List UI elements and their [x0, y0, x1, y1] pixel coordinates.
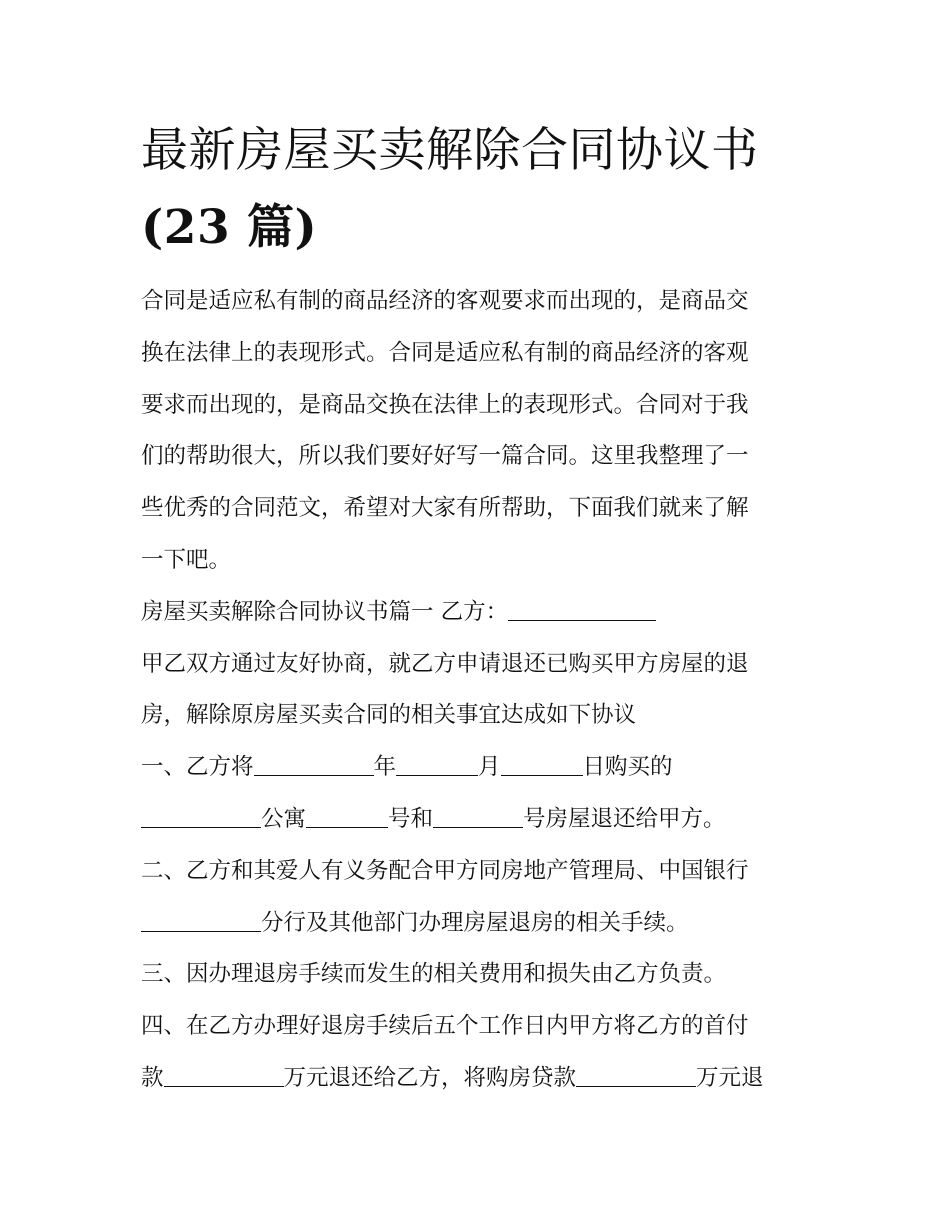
title-line-1: 最新房屋买卖解除合同协议书 [141, 123, 759, 178]
month-label: 月 [478, 754, 501, 781]
apartment-name-blank [141, 805, 261, 828]
day-purchase-label: 日购买的 [582, 754, 673, 781]
clause-1-prefix: 一、乙方将 [141, 754, 254, 781]
title-line-2: (23 篇) [141, 200, 318, 255]
clause-2-suffix: 分行及其他部门办理房屋退房的相关手续。 [261, 909, 689, 936]
party-b-blank [508, 598, 656, 621]
branch-blank [141, 909, 261, 932]
room-number-blank [433, 805, 523, 828]
loan-amount-blank [576, 1064, 696, 1087]
apartment-label: 公寓 [261, 805, 307, 832]
day-blank [501, 753, 583, 776]
clause-3: 三、因办理退房手续而发生的相关费用和损失由乙方负责。 [141, 961, 727, 988]
clause-4-line-1: 四、在乙方办理好退房手续后五个工作日内甲方将乙方的首付 [141, 1013, 749, 1040]
section-heading: 房屋买卖解除合同协议书篇一 [141, 598, 434, 625]
intro-line: 些优秀的合同范文，希望对大家有所帮助，下面我们就来了解 [141, 495, 749, 522]
clause-2-line-1: 二、乙方和其爱人有义务配合甲方同房地产管理局、中国银行 [141, 857, 749, 884]
intro-line: 们的帮助很大，所以我们要好好写一篇合同。这里我整理了一 [141, 443, 749, 470]
paragraph-line: 甲乙双方通过友好协商，就乙方申请退还已购买甲方房屋的退 [141, 650, 749, 677]
intro-line: 换在法律上的表现形式。合同是适应私有制的商品经济的客观 [141, 339, 749, 366]
year-blank [254, 753, 374, 776]
intro-line: 一下吧。 [141, 546, 232, 573]
document-title [141, 112, 821, 266]
year-label: 年 [373, 754, 397, 781]
number-and-label: 号和 [388, 805, 434, 832]
intro-line: 合同是适应私有制的商品经济的客观要求而出现的，是商品交 [141, 288, 749, 314]
clause-4-end: 万元退 [696, 1064, 764, 1091]
intro-line: 要求而出现的，是商品交换在法律上的表现形式。合同对于我 [141, 391, 749, 418]
return-text: 号房屋退还给甲方。 [523, 805, 726, 832]
clause-4-prefix: 款 [141, 1064, 164, 1091]
clause-1-line-1 [141, 742, 821, 794]
clause-4-mid: 万元退还给乙方，将购房贷款 [283, 1064, 577, 1091]
clause-1-line-2 [141, 794, 821, 846]
clause-4-line-2 [141, 1053, 821, 1105]
clause-2-line-2 [141, 898, 821, 950]
party-b-label: 乙方： [440, 598, 509, 625]
section-heading-line [141, 587, 821, 639]
document-body [141, 276, 821, 1105]
month-blank [396, 753, 478, 776]
paragraph-line: 房，解除原房屋买卖合同的相关事宜达成如下协议 [141, 702, 637, 729]
building-number-blank [306, 805, 388, 828]
down-payment-blank [164, 1064, 284, 1087]
